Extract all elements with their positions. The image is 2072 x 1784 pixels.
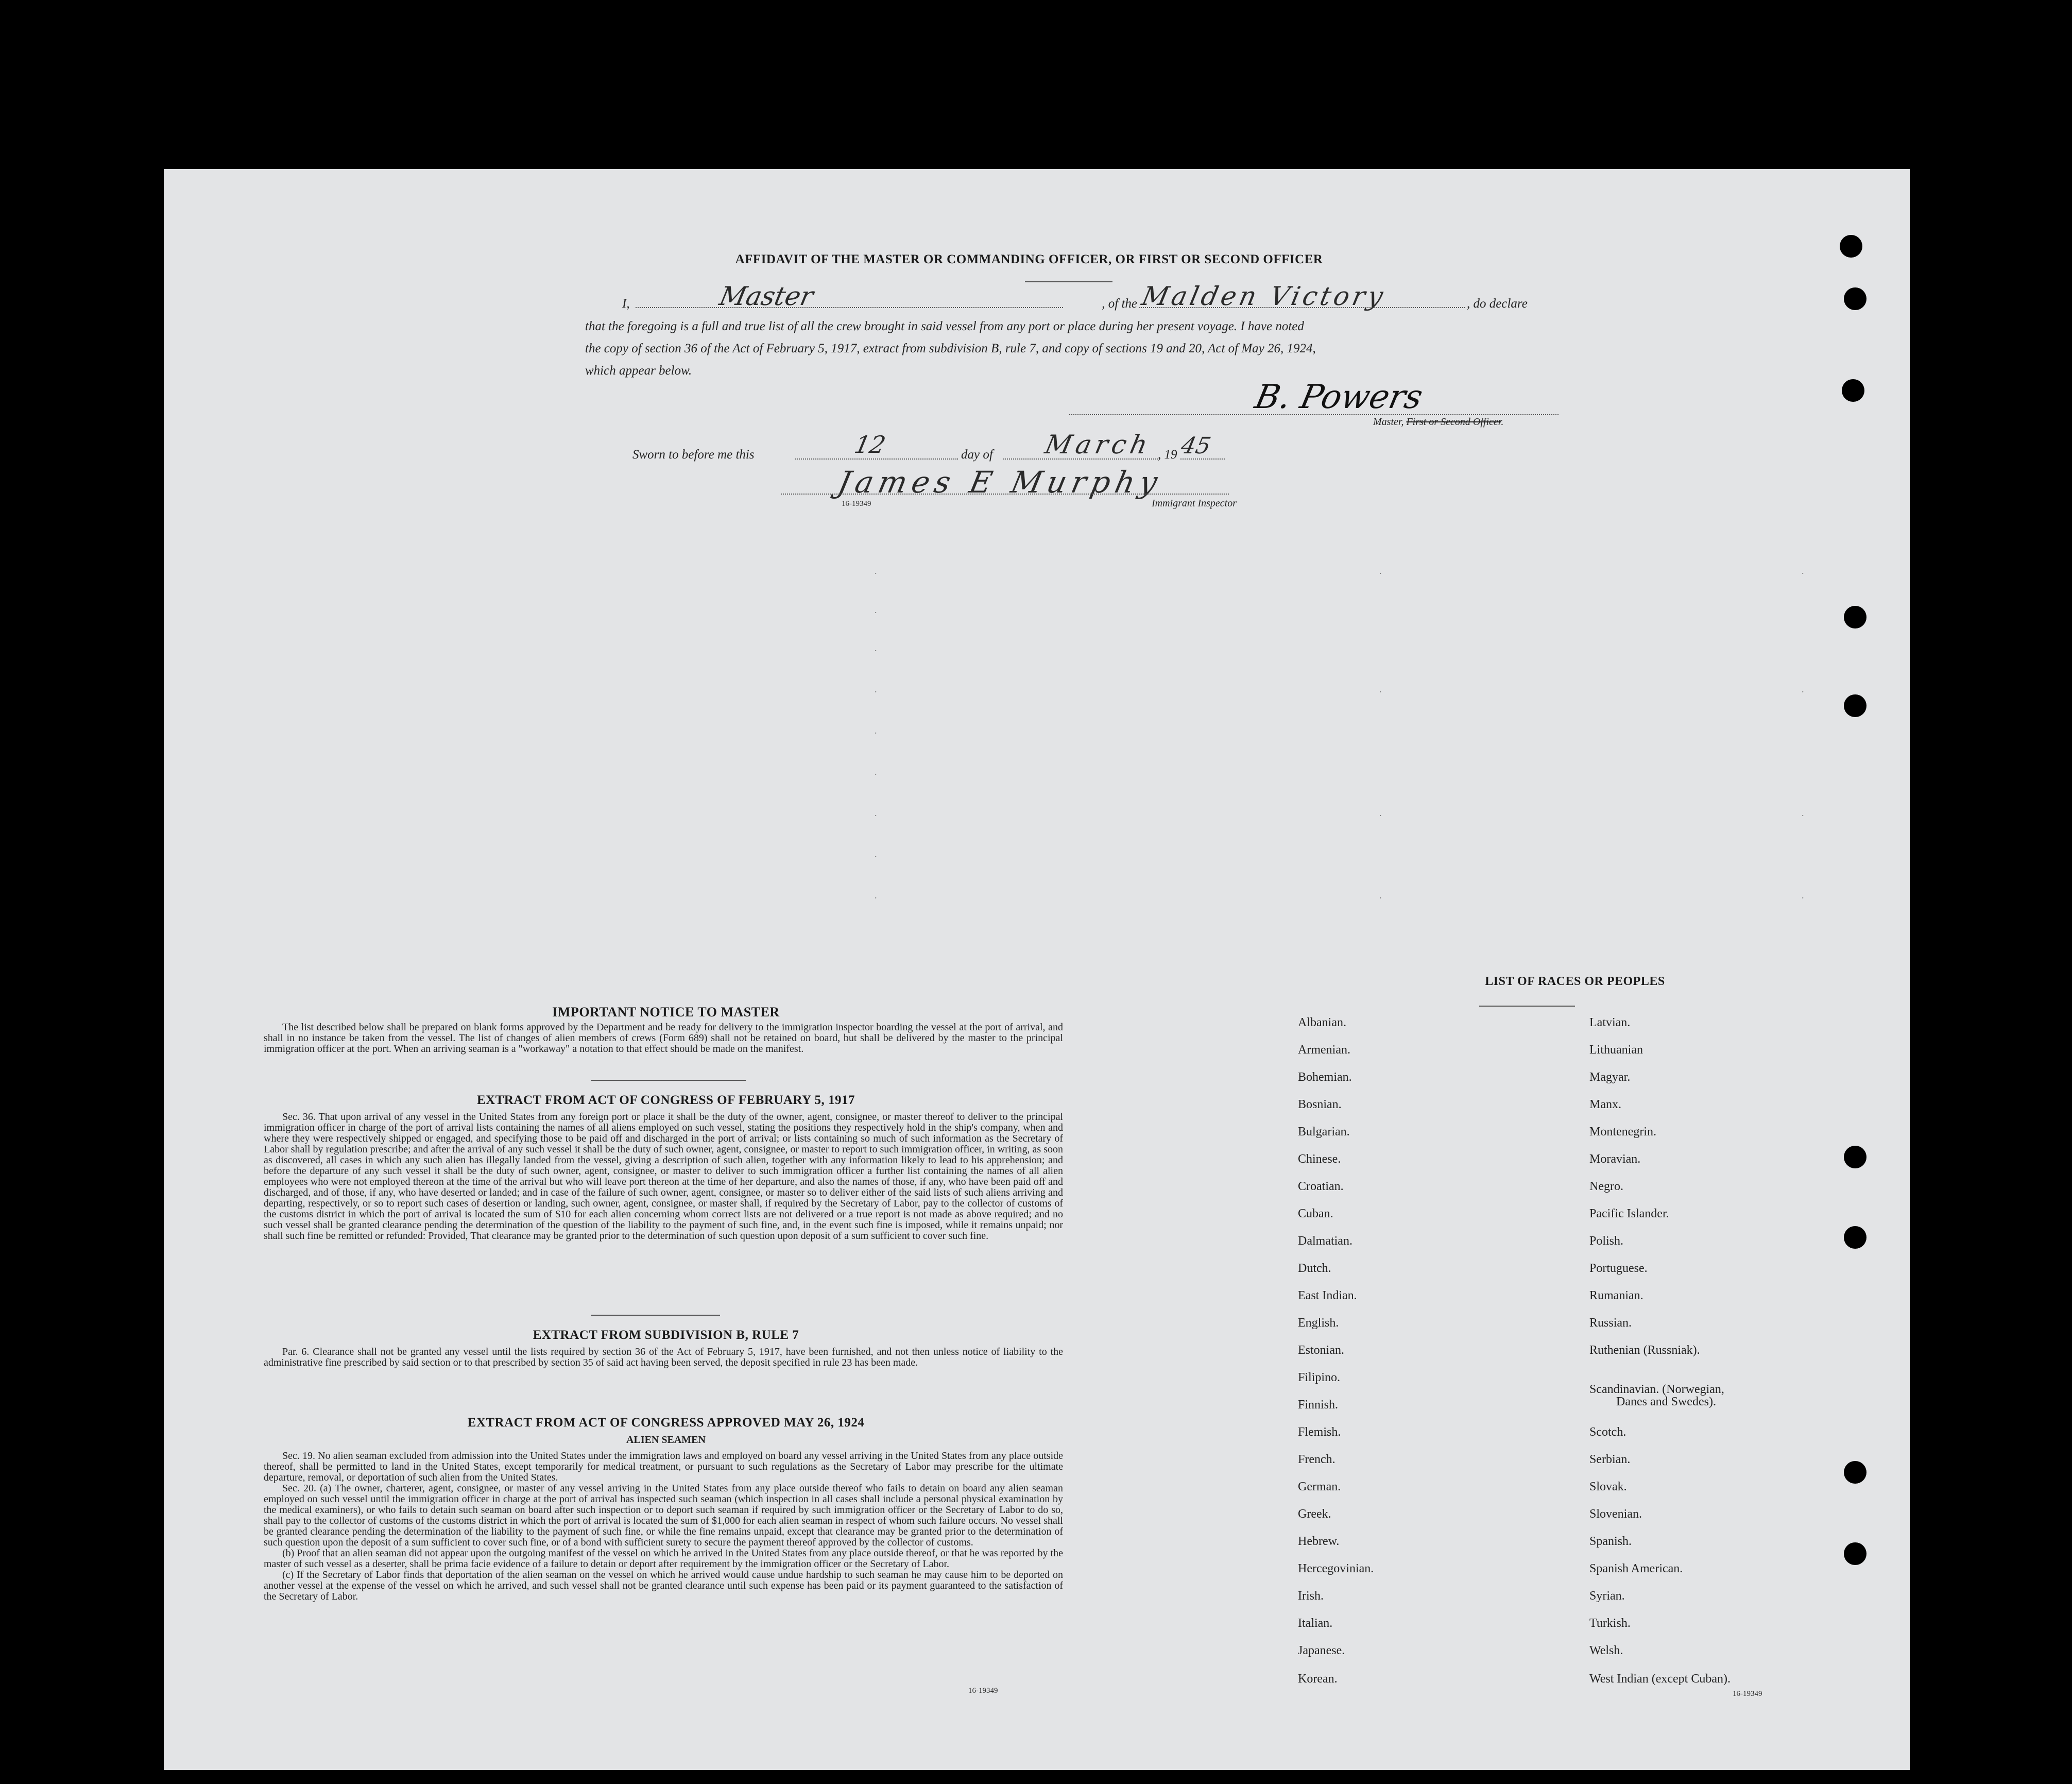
inspector-caption: Immigrant Inspector <box>1152 498 1237 509</box>
race-item: Ruthenian (Russniak). <box>1589 1344 1700 1357</box>
race-item: Dutch. <box>1298 1262 1331 1275</box>
act-1924-title: EXTRACT FROM ACT OF CONGRESS APPROVED MAY 26, 1924 <box>467 1416 865 1430</box>
race-item: East Indian. <box>1298 1289 1357 1302</box>
notice-title: IMPORTANT NOTICE TO MASTER <box>552 1005 780 1020</box>
race-item: Spanish American. <box>1589 1562 1683 1575</box>
caption-master: Master, <box>1373 416 1404 428</box>
race-item: Negro. <box>1589 1180 1623 1193</box>
punch-hole <box>1844 606 1866 628</box>
punch-hole <box>1842 379 1864 402</box>
races-form-number: 16-19349 <box>1733 1690 1762 1698</box>
bottom-form-number: 16-19349 <box>968 1687 998 1695</box>
scan-speck: . <box>1379 890 1382 901</box>
sworn-day-line <box>795 458 958 460</box>
divider <box>591 1315 720 1316</box>
handwritten-vessel: Malden Victory <box>1139 281 1389 311</box>
race-item: Syrian. <box>1589 1589 1625 1603</box>
race-item: Scotch. <box>1589 1425 1626 1439</box>
race-item: Welsh. <box>1589 1644 1623 1657</box>
scan-speck: . <box>875 808 877 818</box>
punch-hole <box>1844 287 1866 310</box>
rule-7-title: EXTRACT FROM SUBDIVISION B, RULE 7 <box>533 1328 799 1342</box>
race-item: Croatian. <box>1298 1180 1344 1193</box>
rule-7-text: Par. 6. Clearance shall not be granted any vessel until the lists required by section 36 of the Act of February 5, 1917, have been furnished, and not then unless notice of liability to the administrative fine prescribed by said section or to that prescribed by section 35 of said act having been served, the deposit specified in rule 23 has been made. <box>264 1346 1063 1368</box>
race-item: Magyar. <box>1589 1071 1631 1084</box>
race-item: Slovenian. <box>1589 1507 1642 1521</box>
punch-hole <box>1844 1146 1866 1168</box>
race-item: Bohemian. <box>1298 1071 1352 1084</box>
punch-hole <box>1844 1542 1866 1565</box>
race-item: Armenian. <box>1298 1043 1350 1057</box>
race-item: Chinese. <box>1298 1152 1341 1166</box>
sec-19-text: Sec. 19. No alien seaman excluded from admission into the United States under the immigration laws and employed on board any vessel arriving in the United States from any place outside thereof, shall be permitted to land in the United States, except temporarily for medical treatment, or pursuant to such regulations as the Secretary of Labor may prescribe for the ultimate departure, removal, or deportation of such alien from the United States. <box>264 1450 1063 1483</box>
affidavit-body-line3: which appear below. <box>585 364 692 378</box>
scan-speck: . <box>875 605 877 615</box>
act-1924-text <box>264 1451 1063 1602</box>
caption-struck: First or Second Officer <box>1406 416 1501 428</box>
race-item: Albanian. <box>1298 1016 1346 1029</box>
race-item: English. <box>1298 1316 1339 1330</box>
race-item: German. <box>1298 1480 1341 1493</box>
scan-speck: . <box>1379 808 1382 818</box>
notice-text: The list described below shall be prepared on blank forms approved by the Department and be ready for delivery to the immigration inspector boarding the vessel at the port of arrival, and shall in no instance be taken from the vessel. The list of changes of alien members of crews (Form 689) shall not be retained on board, but shall be delivered by the master to the principal immigration officer at the port. When an arriving seaman is a "workaway" a notation to that effect should be made on the manifest. <box>264 1022 1063 1055</box>
race-item: Cuban. <box>1298 1207 1333 1220</box>
race-item: Manx. <box>1589 1098 1621 1111</box>
punch-hole <box>1844 1461 1866 1484</box>
race-item: Montenegrin. <box>1589 1125 1656 1139</box>
scan-speck: . <box>1802 890 1804 901</box>
caption-end: . <box>1501 416 1504 428</box>
race-item: Finnish. <box>1298 1398 1339 1412</box>
affidavit-title: AFFIDAVIT OF THE MASTER OR COMMANDING OFFICER, OR FIRST OR SECOND OFFICER <box>735 252 1323 266</box>
race-item: Russian. <box>1589 1316 1632 1330</box>
race-item: Estonian. <box>1298 1344 1344 1357</box>
sec-20c-text: (c) If the Secretary of Labor finds that deportation of the alien seaman on the vessel on which he arrived would cause undue hardship to such seaman he may cause him to be deported on another vessel at the expense of the vessel on which he arrived, and such vessel shall not be granted clearance until such expense has been paid or its payment guaranteed to the satisfaction of the Secretary of Labor. <box>264 1569 1063 1602</box>
rule-mark <box>1025 281 1112 282</box>
race-item: French. <box>1298 1453 1335 1466</box>
race-item: Polish. <box>1589 1234 1624 1248</box>
race-item: Bulgarian. <box>1298 1125 1350 1139</box>
race-item: Greek. <box>1298 1507 1331 1521</box>
inspector-form-number: 16-19349 <box>842 500 871 508</box>
race-item: Dalmatian. <box>1298 1234 1352 1248</box>
scan-speck: . <box>1802 808 1804 818</box>
race-item: Lithuanian <box>1589 1043 1643 1057</box>
act-1917-text: Sec. 36. That upon arrival of any vessel in the United States from any foreign port or place it shall be the duty of the owner, agent, consignee, or master thereof to deliver to the principal immigration officer in charge of the port of arrival lists containing the names of all aliens employed on such vessel, stating the positions they respectively hold in the ship's company, when and where they were respectively shipped or engaged, and specifying those to be paid off and discharged in the port of arrival; or lists containing so much of such information as the Secretary of Labor shall by regulation prescribe; and after the arrival of any such vessel it shall be the duty of such owner, agent, consignee, or master to report to such immigration officer, in writing, as soon as discovered, all cases in which any such alien has illegally landed from the vessel, giving a description of such alien, together with any information likely to lead to his apprehension; and before the departure of any such vessel it shall be the duty of such owner, agent, consignee, or master to deliver to such immigration officer a further list containing the names of all alien employees who were not employed thereon at the time of the arrival but who will leave port thereon at the time of her departure, and also the names of those, if any, who have been paid off and discharged, and of those, if any, who have deserted or landed; and in case of the failure of such owner, agent, consignee, or master so to deliver either of the said lists of such aliens arriving and departing, respectively, or so to report such cases of desertion or landing, such owner, agent, consignee, or master shall, if required by the Secretary of Labor, pay to the collector of customs of the customs district in which the port of arrival is located the sum of $10 for each alien concerning whom correct lists are not delivered or a true report is not made as above required; and no such vessel shall be granted clearance pending the determination of the question of the liability to the payment of such fine, and, in the event such fine is imposed, while it remains unpaid; nor shall such fine be remitted or refunded: Provided, That clearance may be granted prior to the determination of such question upon deposit of a sum sufficient to cover such fine. <box>264 1111 1063 1242</box>
sworn-label: Sworn to before me this <box>632 448 755 462</box>
scan-speck: . <box>875 725 877 736</box>
day-of-label: day of <box>961 448 993 462</box>
divider <box>1479 1006 1575 1007</box>
race-item: Bosnian. <box>1298 1098 1342 1111</box>
scan-speck: . <box>1802 684 1804 694</box>
race-item: Hercegovinian. <box>1298 1562 1374 1575</box>
scan-speck: . <box>875 849 877 859</box>
divider <box>591 1080 746 1081</box>
scan-speck: . <box>875 767 877 777</box>
race-item: Filipino. <box>1298 1371 1341 1384</box>
scan-speck: . <box>875 643 877 653</box>
race-item: West Indian (except Cuban). <box>1589 1672 1731 1686</box>
signature-caption <box>1373 415 1503 429</box>
inspector-line <box>781 494 1229 495</box>
punch-hole <box>1840 235 1862 258</box>
year-prefix: , 19 <box>1158 448 1177 462</box>
master-signature: B. Powers <box>1252 378 1426 416</box>
race-item: Scandinavian. (Norwegian, <box>1589 1383 1724 1396</box>
inspector-signature: James E Murphy <box>834 465 1166 500</box>
scan-speck: . <box>875 566 877 576</box>
race-item: Irish. <box>1298 1589 1324 1603</box>
scan-speck: . <box>1379 566 1382 576</box>
race-item: Japanese. <box>1298 1644 1345 1657</box>
sworn-month: March <box>1042 430 1155 460</box>
of-the-label: , of the <box>1102 297 1137 311</box>
form-sheet <box>164 169 1910 1770</box>
scan-speck: . <box>875 890 877 901</box>
year-suffix: 45 <box>1178 433 1213 459</box>
race-item: Korean. <box>1298 1672 1338 1686</box>
punch-hole <box>1844 1226 1866 1249</box>
punch-hole <box>1844 694 1866 717</box>
race-item-continuation: Danes and Swedes). <box>1616 1395 1716 1408</box>
race-item: Hebrew. <box>1298 1535 1340 1548</box>
race-item: Serbian. <box>1589 1453 1631 1466</box>
i-label: I, <box>622 297 630 311</box>
officer-line <box>636 307 1063 308</box>
scan-speck: . <box>1379 684 1382 694</box>
sworn-day: 12 <box>852 431 888 458</box>
act-1924-subtitle: ALIEN SEAMEN <box>626 1434 706 1446</box>
sec-20b-text: (b) Proof that an alien seaman did not appear upon the outgoing manifest of the vessel on which he arrived in the United States from any place outside thereof, or that he was reported by the master of such vessel as a deserter, shall be prima facie evidence of a failure to detain or deport after requirement by the immigration officer or the Secretary of Labor. <box>264 1548 1063 1570</box>
scan-speck: . <box>1802 566 1804 576</box>
race-item: Moravian. <box>1589 1152 1641 1166</box>
race-item: Slovak. <box>1589 1480 1627 1493</box>
race-item: Latvian. <box>1589 1016 1631 1029</box>
year-line <box>1180 458 1225 460</box>
race-item: Italian. <box>1298 1617 1333 1630</box>
race-item: Rumanian. <box>1589 1289 1643 1302</box>
handwritten-officer: Master <box>716 281 816 311</box>
race-item: Portuguese. <box>1589 1262 1648 1275</box>
do-declare-label: , do declare <box>1467 297 1528 311</box>
race-item: Pacific Islander. <box>1589 1207 1669 1220</box>
affidavit-body-line2: the copy of section 36 of the Act of February 5, 1917, extract from subdivision B, rule 7, and copy of sections 19 and 20, Act of May 26, 1924, <box>585 342 1316 355</box>
act-1917-title: EXTRACT FROM ACT OF CONGRESS OF FEBRUARY 5, 1917 <box>476 1093 855 1107</box>
scan-speck: . <box>875 684 877 694</box>
sec-20a-text: Sec. 20. (a) The owner, charterer, agent, consignee, or master of any vessel arriving in the United States from any place outside thereof who fails to detain on board any alien seaman employed on such vessel until the immigration officer in charge at the port of arrival has inspected such seaman (which inspection in all cases shall include a personal physical examination by the medical examiners), or who fails to detain such seaman on board after such inspection or to deport such seaman if required by such immigration officer or the Secretary of Labor to do so, shall pay to the collector of customs of the customs district in which the port of arrival is located the sum of $1,000 for each alien seaman in respect of whom such failure occurs. No vessel shall be granted clearance pending the determination of the liability to the payment of such fine, or while the fine remains unpaid, except that clearance may be granted prior to the determination of such question upon the deposit of a sum sufficient to cover such fine, or of a bond with sufficient surety to secure the payment thereof approved by the collector of customs. <box>264 1483 1063 1548</box>
race-item: Flemish. <box>1298 1425 1341 1439</box>
race-item: Spanish. <box>1589 1535 1632 1548</box>
races-title: LIST OF RACES OR PEOPLES <box>1485 975 1665 988</box>
race-item: Turkish. <box>1589 1617 1631 1630</box>
affidavit-body-line1: that the foregoing is a full and true list of all the crew brought in said vessel from any port or place during her present voyage. I have noted <box>585 319 1304 333</box>
